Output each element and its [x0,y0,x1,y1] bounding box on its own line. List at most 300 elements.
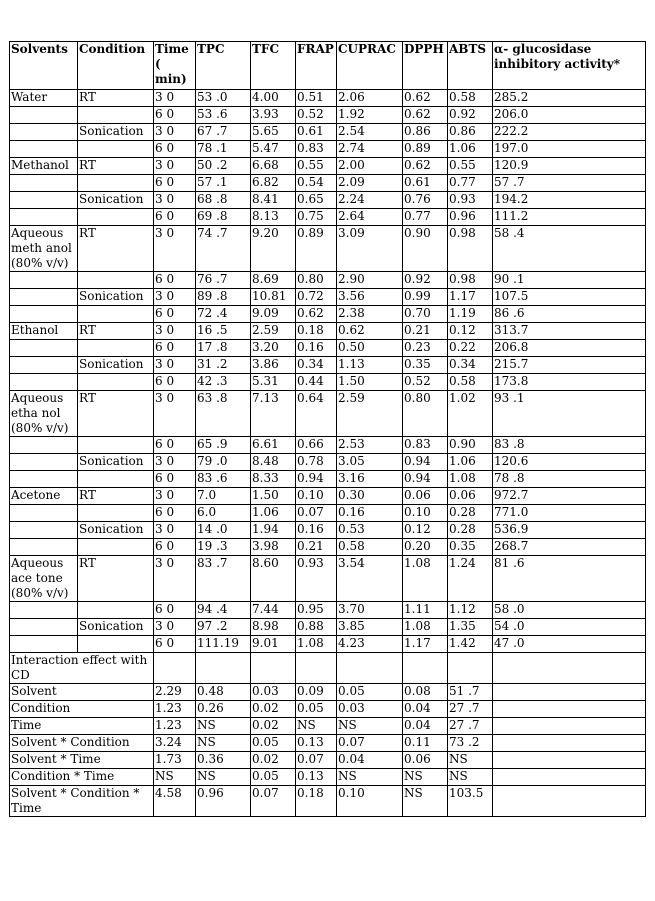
interaction-label: Solvent * Time [10,752,154,769]
table-cell: 0.02 [251,752,296,769]
table-row [10,226,646,272]
table-cell: 0.76 [403,192,448,209]
table-cell: 0.36 [196,752,251,769]
table-cell: 0.65 [296,192,337,209]
table-cell [493,769,646,786]
table-cell: 5.31 [251,374,296,391]
table-cell: 3 0 [154,454,196,471]
table-cell [78,306,154,323]
table-cell: Aqueous etha nol (80% v/v) [10,391,78,437]
interaction-row [10,735,646,752]
table-cell: Water [10,90,78,107]
table-cell: 6 0 [154,340,196,357]
table-cell: 3.86 [251,357,296,374]
table-cell: 0.62 [296,306,337,323]
table-cell: 0.86 [403,124,448,141]
table-cell [10,437,78,454]
table-row [10,539,646,556]
table-cell [10,107,78,124]
table-row [10,471,646,488]
table-cell: 83 .7 [196,556,251,602]
table-cell: 19 .3 [196,539,251,556]
table-cell [251,653,296,684]
table-row [10,522,646,539]
table-cell: NS [196,769,251,786]
table-cell: Methanol [10,158,78,175]
table-cell: 0.58 [448,374,493,391]
column-header: CUPRAC [337,42,403,90]
table-cell [78,141,154,158]
table-cell: 0.54 [296,175,337,192]
table-cell [10,141,78,158]
table-cell: 0.05 [251,769,296,786]
table-cell: 27 .7 [448,701,493,718]
table-cell: 6.0 [196,505,251,522]
table-cell [10,505,78,522]
table-cell: 1.92 [337,107,403,124]
table-cell: 3 0 [154,158,196,175]
table-cell: 1.94 [251,522,296,539]
table-cell: 222.2 [493,124,646,141]
table-cell: 0.94 [403,471,448,488]
table-cell: 2.59 [251,323,296,340]
table-cell: 0.06 [403,752,448,769]
table-cell: 0.02 [251,718,296,735]
table-cell [493,701,646,718]
table-cell: 0.58 [448,90,493,107]
data-table [9,41,646,817]
table-cell: 1.17 [448,289,493,306]
table-cell: 1.08 [296,636,337,653]
interaction-label: Solvent * Condition [10,735,154,752]
table-cell: 107.5 [493,289,646,306]
table-cell: 54 .0 [493,619,646,636]
table-cell: 0.18 [296,786,337,817]
table-cell: Sonication [78,454,154,471]
table-cell: 0.12 [403,522,448,539]
table-cell: 0.75 [296,209,337,226]
table-cell [154,653,196,684]
table-cell [78,539,154,556]
table-cell: 0.55 [448,158,493,175]
table-cell: 3 0 [154,124,196,141]
table-cell: Aqueous ace tone (80% v/v) [10,556,78,602]
table-cell [10,471,78,488]
table-row [10,90,646,107]
table-cell: 57 .7 [493,175,646,192]
table-row [10,602,646,619]
table-cell: 972.7 [493,488,646,505]
table-cell: 6 0 [154,175,196,192]
table-cell: 78 .8 [493,471,646,488]
table-cell: 0.04 [403,718,448,735]
interaction-row [10,701,646,718]
table-cell: 5.65 [251,124,296,141]
table-cell [78,272,154,289]
interaction-title-row [10,653,646,684]
table-cell: 0.62 [403,90,448,107]
table-cell: 1.06 [448,141,493,158]
table-row [10,209,646,226]
table-cell [493,752,646,769]
interaction-row [10,786,646,817]
table-cell: 3.09 [337,226,403,272]
table-cell: 0.20 [403,539,448,556]
table-cell: 0.95 [296,602,337,619]
table-cell: 0.13 [296,735,337,752]
table-cell: 94 .4 [196,602,251,619]
table-cell: 194.2 [493,192,646,209]
table-cell: 0.83 [296,141,337,158]
column-header: α- glucosidase inhibitory activity* [493,42,646,90]
table-cell: 3 0 [154,522,196,539]
table-cell: 8.69 [251,272,296,289]
table-cell: 73 .2 [448,735,493,752]
interaction-label: Solvent [10,684,154,701]
table-cell: 9.09 [251,306,296,323]
table-row [10,340,646,357]
table-cell: 68 .8 [196,192,251,209]
table-cell: 0.77 [403,209,448,226]
table-cell: 1.24 [448,556,493,602]
interaction-label: Solvent * Condition * Time [10,786,154,817]
table-cell: 0.98 [448,226,493,272]
table-cell: 0.72 [296,289,337,306]
table-cell [337,653,403,684]
table-cell: 3 0 [154,391,196,437]
table-cell: Sonication [78,619,154,636]
table-cell: 89 .8 [196,289,251,306]
table-cell: 771.0 [493,505,646,522]
table-cell [10,340,78,357]
table-cell: 111.19 [196,636,251,653]
table-cell [10,374,78,391]
table-cell: 0.90 [448,437,493,454]
table-cell: 0.51 [296,90,337,107]
table-row [10,619,646,636]
table-cell [78,374,154,391]
table-cell [296,653,337,684]
table-cell: 7.13 [251,391,296,437]
table-cell: 63 .8 [196,391,251,437]
table-cell: 0.93 [448,192,493,209]
table-cell: 6 0 [154,209,196,226]
column-header: FRAP [296,42,337,90]
table-cell: 42 .3 [196,374,251,391]
table-row [10,636,646,653]
table-cell: 1.50 [251,488,296,505]
table-cell: NS [403,769,448,786]
table-cell [10,306,78,323]
table-cell: 0.96 [196,786,251,817]
header-row [10,42,646,90]
table-cell: 0.64 [296,391,337,437]
table-cell: 0.34 [296,357,337,374]
interaction-row [10,752,646,769]
table-cell [10,272,78,289]
table-cell: 3.85 [337,619,403,636]
table-cell: 3.56 [337,289,403,306]
table-cell: 6 0 [154,505,196,522]
table-cell: 0.05 [251,735,296,752]
table-cell: 0.96 [448,209,493,226]
table-cell: 14 .0 [196,522,251,539]
table-cell: 6 0 [154,437,196,454]
table-cell: 215.7 [493,357,646,374]
table-cell: 3.16 [337,471,403,488]
table-cell: 1.06 [448,454,493,471]
table-cell: NS [448,769,493,786]
table-cell: 50 .2 [196,158,251,175]
table-cell: 65 .9 [196,437,251,454]
table-cell: 2.64 [337,209,403,226]
table-cell: RT [78,391,154,437]
table-cell [10,602,78,619]
table-cell: 3.98 [251,539,296,556]
table-cell: 0.44 [296,374,337,391]
table-row [10,357,646,374]
table-cell: 0.28 [448,522,493,539]
table-cell: 1.08 [403,619,448,636]
table-cell: 4.00 [251,90,296,107]
table-cell [78,505,154,522]
table-cell: 111.2 [493,209,646,226]
table-cell: 536.9 [493,522,646,539]
table-cell: 3 0 [154,488,196,505]
interaction-label: Condition * Time [10,769,154,786]
table-cell [10,636,78,653]
interaction-label: Time [10,718,154,735]
table-cell: 0.61 [296,124,337,141]
table-cell: 57 .1 [196,175,251,192]
table-cell: 0.50 [337,340,403,357]
table-cell: 17 .8 [196,340,251,357]
table-cell: 74 .7 [196,226,251,272]
table-cell [448,653,493,684]
table-cell: 3.54 [337,556,403,602]
table-cell [10,454,78,471]
table-cell [78,471,154,488]
table-row [10,124,646,141]
table-cell: 6 0 [154,141,196,158]
table-row [10,488,646,505]
table-cell: 53 .6 [196,107,251,124]
interaction-label: Condition [10,701,154,718]
table-cell: 58 .0 [493,602,646,619]
table-cell: 0.98 [448,272,493,289]
table-cell: 1.23 [154,718,196,735]
table-cell: Sonication [78,289,154,306]
table-cell [10,357,78,374]
table-cell: 0.21 [296,539,337,556]
table-cell: 6 0 [154,107,196,124]
table-cell: 0.92 [448,107,493,124]
table-cell: 0.66 [296,437,337,454]
table-cell: 0.92 [403,272,448,289]
table-cell: 0.09 [296,684,337,701]
table-cell: 8.33 [251,471,296,488]
table-cell: 2.90 [337,272,403,289]
table-cell [493,735,646,752]
table-cell: 0.03 [251,684,296,701]
table-cell: 0.16 [296,522,337,539]
table-cell: 0.89 [403,141,448,158]
table-cell: 173.8 [493,374,646,391]
table-cell: Acetone [10,488,78,505]
table-cell: 2.53 [337,437,403,454]
table-cell: 4.58 [154,786,196,817]
table-cell: 83 .8 [493,437,646,454]
table-cell: 0.93 [296,556,337,602]
table-cell: 0.22 [448,340,493,357]
table-cell: 0.94 [296,471,337,488]
table-row [10,175,646,192]
table-cell: 1.23 [154,701,196,718]
column-header: TPC [196,42,251,90]
table-cell: 81 .6 [493,556,646,602]
table-cell: 3 0 [154,619,196,636]
table-cell: 90 .1 [493,272,646,289]
table-cell: 313.7 [493,323,646,340]
table-cell: 1.12 [448,602,493,619]
table-cell: 0.62 [403,158,448,175]
table-row [10,391,646,437]
table-cell: 197.0 [493,141,646,158]
column-header: Solvents [10,42,78,90]
table-cell: 0.90 [403,226,448,272]
table-cell: 2.54 [337,124,403,141]
table-cell: 0.89 [296,226,337,272]
table-cell: 0.10 [403,505,448,522]
table-cell: 1.17 [403,636,448,653]
table-cell: 69 .8 [196,209,251,226]
table-cell: 120.6 [493,454,646,471]
table-cell: 103.5 [448,786,493,817]
table-cell: RT [78,556,154,602]
table-cell: 1.50 [337,374,403,391]
table-cell: 3 0 [154,289,196,306]
column-header: TFC [251,42,296,90]
table-cell: 2.74 [337,141,403,158]
table-cell: 0.62 [337,323,403,340]
table-cell: 0.04 [337,752,403,769]
table-cell: NS [337,769,403,786]
table-cell [10,289,78,306]
table-cell: 0.11 [403,735,448,752]
table-row [10,374,646,391]
table-cell: 8.13 [251,209,296,226]
table-cell: 3 0 [154,556,196,602]
table-cell: 86 .6 [493,306,646,323]
table-cell: 58 .4 [493,226,646,272]
table-row [10,437,646,454]
table-cell: 3 0 [154,226,196,272]
table-cell: 3 0 [154,192,196,209]
table-cell [10,124,78,141]
table-cell: NS [296,718,337,735]
table-cell: 2.09 [337,175,403,192]
table-row [10,323,646,340]
column-header: ABTS [448,42,493,90]
table-cell [403,653,448,684]
table-cell: 31 .2 [196,357,251,374]
table-cell: 0.10 [296,488,337,505]
table-cell: Sonication [78,522,154,539]
table-cell: 3.20 [251,340,296,357]
table-cell: 0.02 [251,701,296,718]
table-cell: 9.01 [251,636,296,653]
table-cell: 0.10 [337,786,403,817]
table-cell: 0.83 [403,437,448,454]
table-cell: 0.05 [296,701,337,718]
table-cell [493,684,646,701]
table-cell: 0.23 [403,340,448,357]
table-cell: 3.93 [251,107,296,124]
table-cell: 0.62 [403,107,448,124]
table-cell: 6 0 [154,539,196,556]
table-row [10,454,646,471]
table-cell: 0.28 [448,505,493,522]
table-cell: 0.77 [448,175,493,192]
table-cell: 16 .5 [196,323,251,340]
table-cell: 206.8 [493,340,646,357]
table-cell: 1.11 [403,602,448,619]
table-cell: NS [196,718,251,735]
table-cell: 51 .7 [448,684,493,701]
table-cell: 0.52 [403,374,448,391]
table-cell [78,602,154,619]
table-cell: Ethanol [10,323,78,340]
table-cell: 3.70 [337,602,403,619]
table-cell: 2.06 [337,90,403,107]
table-cell: 0.08 [403,684,448,701]
table-cell: 0.88 [296,619,337,636]
table-cell [493,786,646,817]
table-row [10,192,646,209]
column-header: Condition [78,42,154,90]
table-cell: 0.35 [448,539,493,556]
table-cell: 2.24 [337,192,403,209]
table-cell: RT [78,323,154,340]
table-cell: 1.06 [251,505,296,522]
table-cell: 9.20 [251,226,296,272]
table-cell: 8.60 [251,556,296,602]
table-cell: 8.48 [251,454,296,471]
table-cell: 3.05 [337,454,403,471]
table-cell: 6 0 [154,602,196,619]
table-cell: 0.53 [337,522,403,539]
table-cell: 285.2 [493,90,646,107]
table-cell: 3 0 [154,357,196,374]
table-cell: 0.07 [337,735,403,752]
table-cell: 0.86 [448,124,493,141]
table-cell: 8.41 [251,192,296,209]
table-cell: 4.23 [337,636,403,653]
table-cell [493,653,646,684]
table-cell: 47 .0 [493,636,646,653]
table-cell [78,175,154,192]
table-cell: 7.44 [251,602,296,619]
table-cell: 2.38 [337,306,403,323]
table-cell: Aqueous meth anol (80% v/v) [10,226,78,272]
table-cell [10,539,78,556]
table-cell [78,209,154,226]
table-cell: 1.42 [448,636,493,653]
table-cell: 1.35 [448,619,493,636]
table-cell: 6 0 [154,374,196,391]
table-cell: 27 .7 [448,718,493,735]
table-cell: 0.30 [337,488,403,505]
